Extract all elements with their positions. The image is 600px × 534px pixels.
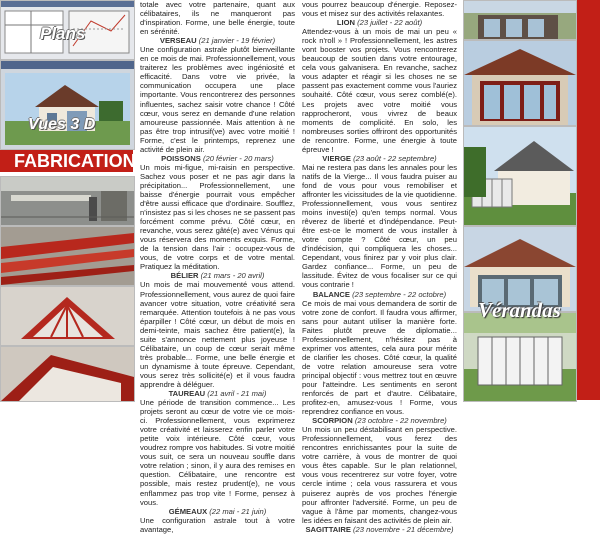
sign-dates: (21 mars - 20 avril) xyxy=(200,271,265,281)
sign-dates: (23 octobre - 22 novembre) xyxy=(354,416,447,426)
workshop-photo xyxy=(0,176,135,226)
sign-dates: (23 novembre - 21 décembre) xyxy=(353,524,454,534)
sign-text-poissons: Un mois mi-figue, mi-raisin en perspective. Sachez vous poser et ne pas agir dans la précipitation... Professionnellement, une baisse d'énergie pourrait vous empêcher d'être aussi efficace que d'ordinaire. Soufflez, n'insistez pas si les choses ne se passent pas forcément comme prévu. Côté cœur, en revanche, vous serez gâté(e) avec Vénus qui vous réservera des moments exquis. Forme, de la tension dans l'air : occupez-vous de vous, de votre corps et de votre mental. Pratiquez la méditation. xyxy=(140,162,295,272)
sign-text-belier: Un mois de mai mouvementé vous attend. Professionnellement, vous aurez de quoi faire avancer votre situation, votre créativité sera remarquée. Attention toutefois à ne pas vous éparpiller ! Côté cœur, un début de mois en demi-teinte, mais sachez être patient(e), la suite s'annonce nettement plus joyeuse ! Célibataire, un coup de cœur serait même très probable... Forme, une belle énergie et un dynamisme à toute épreuve. Cependant, vous serez très sollicité(e) et il vous faudra apprendre à déléguer. xyxy=(140,280,295,389)
plans-label: Plans xyxy=(40,24,86,43)
sign-heading-belier xyxy=(140,271,295,280)
sign-name: BALANCE xyxy=(312,289,350,299)
column-intro: vous pourrez beaucoup d'énergie. Reposez-vous et misez sur des activités relaxantes. xyxy=(302,0,457,19)
sign-dates: (23 août - 22 septembre) xyxy=(353,153,437,163)
red-edge-tab xyxy=(577,0,600,400)
sign-text-balance: Ce mois de mai vous demandera de sortir de votre zone de confort. Il faudra vous affirmer, sans pour autant utiliser la manière forte. Faites plutôt preuve de diplomatie... Professionnellement, n'hésitez pas à exprimer vos attentes, cela aura pour mérite de clarifier les choses. Côté cœur, la qualité de votre relation amoureuse sera votre principal objectif : vous mettrez tout en œuvre pour l'atteindre. Les sentiments en seront renforcés de part et d'autre. Célibataire, profitez-en, amusez-vous ! Forme, vous reprendrez confiance en vous. xyxy=(302,298,457,417)
sign-text-scorpion: Un mois un peu déstabilisant en perspective. Professionnellement, vous ferez des rencontres enrichissantes pour la suite de votre carrière, à vous de montrer de quoi vous êtes capable. Sur le plan relationnel, vous vous recentrerez sur votre foyer, votre cercle intime ; cela vous rassurera et vous puiserez auprès de vos proches l'énergie pour affronter l'adversité. Forme, un peu de vague à l'âme par moments, changez-vous les idées en faisant des activités de plein air. xyxy=(302,425,457,525)
sign-name: SCORPION xyxy=(312,416,353,426)
roof-frame-photo xyxy=(0,286,135,346)
left-photo-column xyxy=(0,0,136,400)
sign-dates: (21 janvier - 19 février) xyxy=(198,36,276,46)
roof-assembly-photo xyxy=(0,346,135,402)
sign-name: VERSEAU xyxy=(159,36,197,46)
sign-text-verseau: Une configuration astrale plutôt bienveillante en ce mois de mai. Professionnellement, vous traiterez les problèmes avec ingéniosité et efficacité. Dans votre vie privée, la communication occupera une place importante. Vous rencontrerez des personnes influentes, sachez saisir votre chance ! Côté cœur, vous serez en demande d'une relation amoureuse passionnée. Mais attention à ne pas être trop intrusif(ve) avec votre moitié ! Forme, c'est le printemps, reprenez une activité de plein air. xyxy=(140,45,295,154)
veranda-photo-5 xyxy=(463,312,577,402)
sign-heading-gemeaux xyxy=(140,507,295,516)
sign-text-vierge: Mai ne restera pas dans les annales pour les natifs de la Vierge... Il vous faudra puiser au fond de vous pour vous remobiliser et affronter les vicissitudes de la vie quotidienne. Professionnellement, vous vous sentirez moins investi(e) qu'en temps normal. Vous rêverez de liberté et d'indépendance. Peut-être est-ce le moment de vous installer à votre compte ? Côté cœur, un peu d'indécision, qui compliquera les choses... Cependant, vous finirez par y voir plus clair. Gardez confiance... Forme, un peu de lassitude. Évitez de vous focaliser sur ce qui vous contrarie ! xyxy=(302,162,457,290)
sign-text-lion: Attendez-vous à un mois de mai un peu « rock n'roll » ! Professionnellement, les astres vont booster vos projets. Vous rencontrerez beaucoup de soutien dans votre entourage, cela vous galvanisera. En revanche, sachez vous adapter et réagir si les choses ne se passent pas exactement comme vous l'auriez souhaité. Côté cœur, vous serez comblé(e). Les projets avec votre moitié vous rapprocheront, vous vivrez de beaux moments de complicité. En solo, les nombreuses sorties offriront des opportunités de rencontre. Forme, une énergie à toute épreuve ! xyxy=(302,27,457,154)
sign-name: SAGITTAIRE xyxy=(305,524,351,534)
sign-heading-scorpion xyxy=(302,416,457,425)
sign-heading-taureau xyxy=(140,389,295,398)
veranda-photo-2 xyxy=(463,40,577,126)
sign-dates: (23 juillet - 22 août) xyxy=(357,18,423,28)
vues-3d-label: Vues 3 D xyxy=(28,116,96,133)
sign-name: TAUREAU xyxy=(168,389,206,399)
sign-dates: (23 septembre - 22 octobre) xyxy=(352,289,447,299)
verandas-label: Vérandas xyxy=(478,298,561,322)
veranda-photo-1 xyxy=(463,0,577,40)
horoscope-column-2 xyxy=(302,0,457,534)
sign-text-gemeaux: Une configuration astrale tout à votre avantage, xyxy=(140,515,295,534)
sign-name: GÉMEAUX xyxy=(168,506,208,516)
sign-dates: (20 février - 20 mars) xyxy=(202,153,274,163)
fabrication-heading: FABRICATION xyxy=(0,150,133,172)
sign-name: VIERGE xyxy=(322,153,351,163)
column-intro: totale avec votre partenaire, quant aux célibataires, ils ne manqueront pas d'inspiration. Forme, une belle énergie, toute en sérénité. xyxy=(140,0,295,37)
red-profiles-photo xyxy=(0,226,135,286)
sign-name: LION xyxy=(336,18,355,28)
sign-heading-verseau xyxy=(140,36,295,45)
sign-name: BÉLIER xyxy=(170,271,199,281)
house-3d-render xyxy=(0,60,135,150)
sign-heading-poissons xyxy=(140,154,295,163)
horoscope-column-1 xyxy=(140,0,295,534)
sign-heading-sagittaire xyxy=(302,525,457,534)
sign-name: POISSONS xyxy=(161,153,201,163)
veranda-photo-3 xyxy=(463,126,577,226)
sign-heading-vierge xyxy=(302,154,457,163)
sign-heading-lion xyxy=(302,18,457,27)
sign-dates: (22 mai - 21 juin) xyxy=(209,506,267,516)
sign-dates: (21 avril - 21 mai) xyxy=(207,389,267,399)
sign-heading-balance xyxy=(302,290,457,299)
sign-text-taureau: Une période de transition commence... Les projets seront au cœur de votre vie ce mois-ci. Professionnellement, vous exprimerez votre créativité et laisserez enfin parler votre petite voix intérieure. Côté cœur, vous voudrez rompre vos habitudes. Si votre moitié vous suit, ce sera un nouveau souffle dans votre relation ; sinon, il y aura des remises en question. Célibataire, une rencontre est possible, mais restez prudent(e), ne vous enflammez pas trop vite ! Forme, pensez à vous. xyxy=(140,398,295,507)
